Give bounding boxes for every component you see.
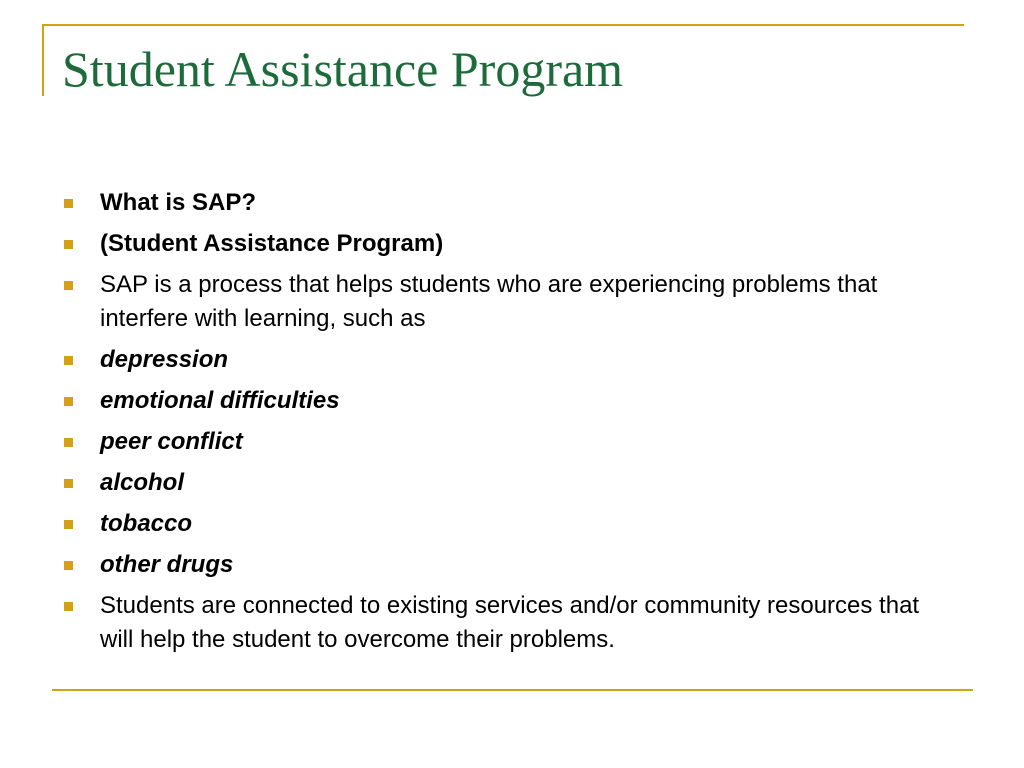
square-bullet-icon bbox=[64, 281, 73, 290]
slide-title: Student Assistance Program bbox=[62, 41, 624, 97]
bullet-text-what-is-sap: What is SAP? bbox=[100, 189, 257, 216]
square-bullet-icon bbox=[64, 199, 73, 208]
bullet-item bbox=[62, 466, 922, 500]
bullet-text-program-name: (Student Assistance Program) bbox=[100, 230, 444, 257]
bullet-text-alcohol: alcohol bbox=[100, 469, 185, 496]
bullet-text-depression: depression bbox=[100, 346, 229, 373]
square-bullet-icon bbox=[64, 356, 73, 365]
bullet-item bbox=[62, 507, 922, 541]
bullet-text-tobacco: tobacco bbox=[100, 510, 193, 537]
bullet-text-other-drugs: other drugs bbox=[100, 551, 234, 578]
bullet-item bbox=[62, 589, 922, 657]
bullet-item bbox=[62, 186, 922, 220]
bullet-item bbox=[62, 343, 922, 377]
square-bullet-icon bbox=[64, 602, 73, 611]
top-border-line bbox=[42, 24, 964, 26]
bottom-border-line bbox=[52, 689, 973, 691]
square-bullet-icon bbox=[64, 438, 73, 447]
square-bullet-icon bbox=[64, 520, 73, 529]
square-bullet-icon bbox=[64, 240, 73, 249]
bullet-text-connected-services: Students are connected to existing services and/or community resources that will help the student to overcome their problems. bbox=[100, 592, 920, 653]
bullet-list bbox=[62, 186, 922, 664]
bullet-item bbox=[62, 425, 922, 459]
bullet-item bbox=[62, 548, 922, 582]
square-bullet-icon bbox=[64, 479, 73, 488]
bullet-item bbox=[62, 227, 922, 261]
square-bullet-icon bbox=[64, 397, 73, 406]
bullet-item bbox=[62, 384, 922, 418]
bullet-item bbox=[62, 268, 922, 336]
left-border-line bbox=[42, 24, 44, 96]
bullet-text-emotional-difficulties: emotional difficulties bbox=[100, 387, 340, 414]
square-bullet-icon bbox=[64, 561, 73, 570]
bullet-text-peer-conflict: peer conflict bbox=[100, 428, 243, 455]
bullet-text-description: SAP is a process that helps students who are experiencing problems that interfere with learning, such as bbox=[100, 271, 878, 332]
